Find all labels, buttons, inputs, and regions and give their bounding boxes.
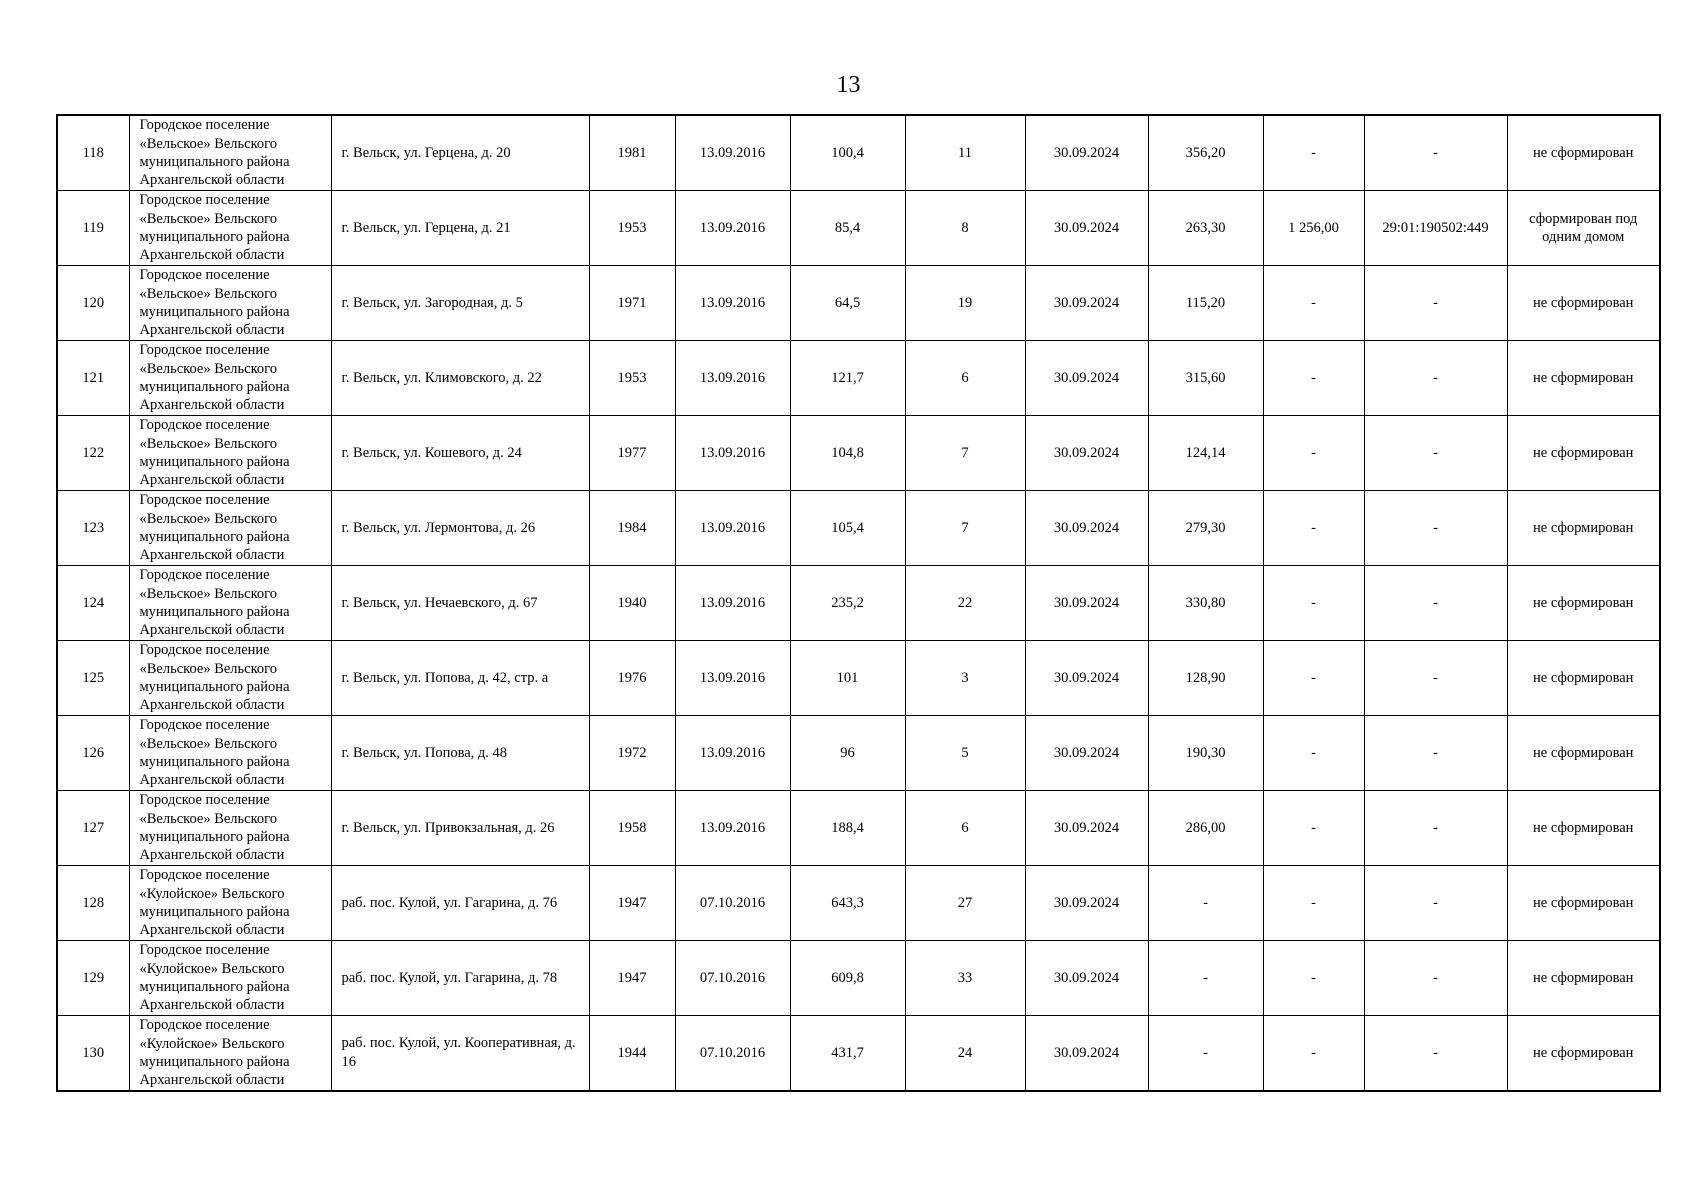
cell-planned-date: 30.09.2024	[1025, 941, 1148, 1016]
cell-land-status: не сформирован	[1507, 941, 1660, 1016]
cell-cadastral-number: -	[1364, 266, 1507, 341]
cell-land-area: -	[1263, 1016, 1364, 1092]
cell-land-status: не сформирован	[1507, 416, 1660, 491]
cell-year-built: 1940	[589, 566, 675, 641]
cell-address: г. Вельск, ул. Климовского, д. 22	[331, 341, 589, 416]
cell-value: -	[1148, 1016, 1263, 1092]
cell-address: г. Вельск, ул. Попова, д. 48	[331, 716, 589, 791]
cell-row-number: 124	[57, 566, 129, 641]
cell-cadastral-number: -	[1364, 566, 1507, 641]
cell-cadastral-number: -	[1364, 866, 1507, 941]
cell-recognition-date: 13.09.2016	[675, 641, 790, 716]
cell-address: г. Вельск, ул. Попова, д. 42, стр. а	[331, 641, 589, 716]
cell-area: 188,4	[790, 791, 905, 866]
table-row	[57, 1016, 1660, 1092]
cell-area: 85,4	[790, 191, 905, 266]
cell-recognition-date: 13.09.2016	[675, 716, 790, 791]
cell-land-area: 1 256,00	[1263, 191, 1364, 266]
cell-settlement: Городское поселение «Вельское» Вельского муниципального района Архангельской области	[129, 641, 331, 716]
cell-land-area: -	[1263, 866, 1364, 941]
cell-value: 286,00	[1148, 791, 1263, 866]
housing-registry-table	[56, 114, 1661, 1092]
cell-value: 356,20	[1148, 115, 1263, 191]
cell-cadastral-number: -	[1364, 491, 1507, 566]
cell-settlement: Городское поселение «Вельское» Вельского муниципального района Архангельской области	[129, 791, 331, 866]
cell-address: г. Вельск, ул. Загородная, д. 5	[331, 266, 589, 341]
cell-year-built: 1976	[589, 641, 675, 716]
cell-land-area: -	[1263, 266, 1364, 341]
cell-land-area: -	[1263, 791, 1364, 866]
cell-area: 96	[790, 716, 905, 791]
table-row	[57, 866, 1660, 941]
cell-land-status: не сформирован	[1507, 115, 1660, 191]
cell-planned-date: 30.09.2024	[1025, 1016, 1148, 1092]
cell-land-area: -	[1263, 716, 1364, 791]
cell-settlement: Городское поселение «Кулойское» Вельского муниципального района Архангельской области	[129, 866, 331, 941]
cell-residents: 8	[905, 191, 1025, 266]
cell-value: 330,80	[1148, 566, 1263, 641]
cell-row-number: 119	[57, 191, 129, 266]
cell-planned-date: 30.09.2024	[1025, 491, 1148, 566]
cell-value: 190,30	[1148, 716, 1263, 791]
cell-recognition-date: 13.09.2016	[675, 566, 790, 641]
cell-value: -	[1148, 941, 1263, 1016]
cell-land-status: сформирован под одним домом	[1507, 191, 1660, 266]
cell-land-status: не сформирован	[1507, 1016, 1660, 1092]
cell-area: 121,7	[790, 341, 905, 416]
cell-value: 115,20	[1148, 266, 1263, 341]
cell-row-number: 127	[57, 791, 129, 866]
cell-cadastral-number: -	[1364, 941, 1507, 1016]
cell-address: раб. пос. Кулой, ул. Гагарина, д. 76	[331, 866, 589, 941]
cell-settlement: Городское поселение «Вельское» Вельского муниципального района Архангельской области	[129, 191, 331, 266]
cell-land-status: не сформирован	[1507, 566, 1660, 641]
cell-planned-date: 30.09.2024	[1025, 566, 1148, 641]
cell-year-built: 1971	[589, 266, 675, 341]
cell-cadastral-number: -	[1364, 791, 1507, 866]
table-row	[57, 641, 1660, 716]
cell-value: 263,30	[1148, 191, 1263, 266]
cell-recognition-date: 13.09.2016	[675, 491, 790, 566]
table-row	[57, 491, 1660, 566]
cell-year-built: 1958	[589, 791, 675, 866]
cell-row-number: 122	[57, 416, 129, 491]
cell-land-status: не сформирован	[1507, 791, 1660, 866]
cell-recognition-date: 07.10.2016	[675, 866, 790, 941]
cell-settlement: Городское поселение «Вельское» Вельского муниципального района Архангельской области	[129, 566, 331, 641]
cell-residents: 33	[905, 941, 1025, 1016]
cell-land-area: -	[1263, 491, 1364, 566]
cell-area: 101	[790, 641, 905, 716]
table-body	[57, 115, 1660, 1091]
table-row	[57, 716, 1660, 791]
table-row	[57, 115, 1660, 191]
cell-row-number: 123	[57, 491, 129, 566]
cell-recognition-date: 13.09.2016	[675, 266, 790, 341]
cell-address: раб. пос. Кулой, ул. Гагарина, д. 78	[331, 941, 589, 1016]
cell-address: г. Вельск, ул. Привокзальная, д. 26	[331, 791, 589, 866]
cell-row-number: 120	[57, 266, 129, 341]
cell-recognition-date: 07.10.2016	[675, 1016, 790, 1092]
cell-cadastral-number: -	[1364, 115, 1507, 191]
cell-cadastral-number: -	[1364, 341, 1507, 416]
cell-residents: 11	[905, 115, 1025, 191]
cell-row-number: 118	[57, 115, 129, 191]
cell-cadastral-number: 29:01:190502:449	[1364, 191, 1507, 266]
cell-planned-date: 30.09.2024	[1025, 866, 1148, 941]
cell-residents: 5	[905, 716, 1025, 791]
cell-area: 643,3	[790, 866, 905, 941]
table-row	[57, 266, 1660, 341]
table-row	[57, 566, 1660, 641]
cell-settlement: Городское поселение «Вельское» Вельского муниципального района Архангельской области	[129, 416, 331, 491]
cell-residents: 3	[905, 641, 1025, 716]
cell-recognition-date: 13.09.2016	[675, 341, 790, 416]
cell-land-area: -	[1263, 566, 1364, 641]
cell-row-number: 126	[57, 716, 129, 791]
cell-row-number: 129	[57, 941, 129, 1016]
cell-value: 128,90	[1148, 641, 1263, 716]
cell-row-number: 128	[57, 866, 129, 941]
cell-residents: 27	[905, 866, 1025, 941]
cell-cadastral-number: -	[1364, 1016, 1507, 1092]
cell-address: г. Вельск, ул. Герцена, д. 20	[331, 115, 589, 191]
cell-planned-date: 30.09.2024	[1025, 115, 1148, 191]
cell-row-number: 121	[57, 341, 129, 416]
cell-area: 609,8	[790, 941, 905, 1016]
cell-year-built: 1947	[589, 866, 675, 941]
table-row	[57, 941, 1660, 1016]
cell-address: г. Вельск, ул. Лермонтова, д. 26	[331, 491, 589, 566]
cell-address: г. Вельск, ул. Кошевого, д. 24	[331, 416, 589, 491]
cell-recognition-date: 13.09.2016	[675, 416, 790, 491]
cell-planned-date: 30.09.2024	[1025, 341, 1148, 416]
cell-land-area: -	[1263, 416, 1364, 491]
table-row	[57, 791, 1660, 866]
cell-area: 104,8	[790, 416, 905, 491]
cell-cadastral-number: -	[1364, 716, 1507, 791]
cell-cadastral-number: -	[1364, 641, 1507, 716]
table-row	[57, 341, 1660, 416]
cell-recognition-date: 13.09.2016	[675, 115, 790, 191]
cell-row-number: 125	[57, 641, 129, 716]
cell-settlement: Городское поселение «Вельское» Вельского муниципального района Архангельской области	[129, 115, 331, 191]
cell-land-status: не сформирован	[1507, 491, 1660, 566]
cell-year-built: 1944	[589, 1016, 675, 1092]
cell-settlement: Городское поселение «Вельское» Вельского муниципального района Архангельской области	[129, 341, 331, 416]
cell-land-area: -	[1263, 941, 1364, 1016]
cell-land-area: -	[1263, 115, 1364, 191]
cell-settlement: Городское поселение «Вельское» Вельского муниципального района Архангельской области	[129, 716, 331, 791]
cell-value: -	[1148, 866, 1263, 941]
cell-settlement: Городское поселение «Кулойское» Вельского муниципального района Архангельской области	[129, 941, 331, 1016]
table-row	[57, 191, 1660, 266]
cell-address: г. Вельск, ул. Нечаевского, д. 67	[331, 566, 589, 641]
cell-planned-date: 30.09.2024	[1025, 716, 1148, 791]
cell-residents: 6	[905, 791, 1025, 866]
cell-recognition-date: 07.10.2016	[675, 941, 790, 1016]
table-row	[57, 416, 1660, 491]
cell-value: 315,60	[1148, 341, 1263, 416]
cell-row-number: 130	[57, 1016, 129, 1092]
cell-year-built: 1984	[589, 491, 675, 566]
cell-residents: 6	[905, 341, 1025, 416]
cell-area: 105,4	[790, 491, 905, 566]
cell-address: г. Вельск, ул. Герцена, д. 21	[331, 191, 589, 266]
cell-planned-date: 30.09.2024	[1025, 641, 1148, 716]
cell-year-built: 1981	[589, 115, 675, 191]
cell-land-area: -	[1263, 341, 1364, 416]
cell-value: 124,14	[1148, 416, 1263, 491]
cell-planned-date: 30.09.2024	[1025, 266, 1148, 341]
page-number: 13	[836, 72, 861, 98]
cell-value: 279,30	[1148, 491, 1263, 566]
cell-land-area: -	[1263, 641, 1364, 716]
cell-settlement: Городское поселение «Кулойское» Вельского муниципального района Архангельской области	[129, 1016, 331, 1092]
cell-settlement: Городское поселение «Вельское» Вельского муниципального района Архангельской области	[129, 491, 331, 566]
cell-area: 100,4	[790, 115, 905, 191]
cell-land-status: не сформирован	[1507, 716, 1660, 791]
cell-recognition-date: 13.09.2016	[675, 791, 790, 866]
cell-cadastral-number: -	[1364, 416, 1507, 491]
cell-land-status: не сформирован	[1507, 266, 1660, 341]
cell-planned-date: 30.09.2024	[1025, 191, 1148, 266]
cell-land-status: не сформирован	[1507, 641, 1660, 716]
cell-residents: 19	[905, 266, 1025, 341]
cell-year-built: 1977	[589, 416, 675, 491]
cell-area: 431,7	[790, 1016, 905, 1092]
cell-address: раб. пос. Кулой, ул. Кооперативная, д. 16	[331, 1016, 589, 1092]
cell-recognition-date: 13.09.2016	[675, 191, 790, 266]
cell-residents: 22	[905, 566, 1025, 641]
cell-year-built: 1947	[589, 941, 675, 1016]
cell-residents: 7	[905, 491, 1025, 566]
cell-planned-date: 30.09.2024	[1025, 791, 1148, 866]
cell-residents: 7	[905, 416, 1025, 491]
cell-year-built: 1953	[589, 341, 675, 416]
cell-land-status: не сформирован	[1507, 341, 1660, 416]
cell-area: 235,2	[790, 566, 905, 641]
cell-land-status: не сформирован	[1507, 866, 1660, 941]
cell-settlement: Городское поселение «Вельское» Вельского муниципального района Архангельской области	[129, 266, 331, 341]
cell-year-built: 1972	[589, 716, 675, 791]
cell-year-built: 1953	[589, 191, 675, 266]
cell-planned-date: 30.09.2024	[1025, 416, 1148, 491]
cell-area: 64,5	[790, 266, 905, 341]
cell-residents: 24	[905, 1016, 1025, 1092]
